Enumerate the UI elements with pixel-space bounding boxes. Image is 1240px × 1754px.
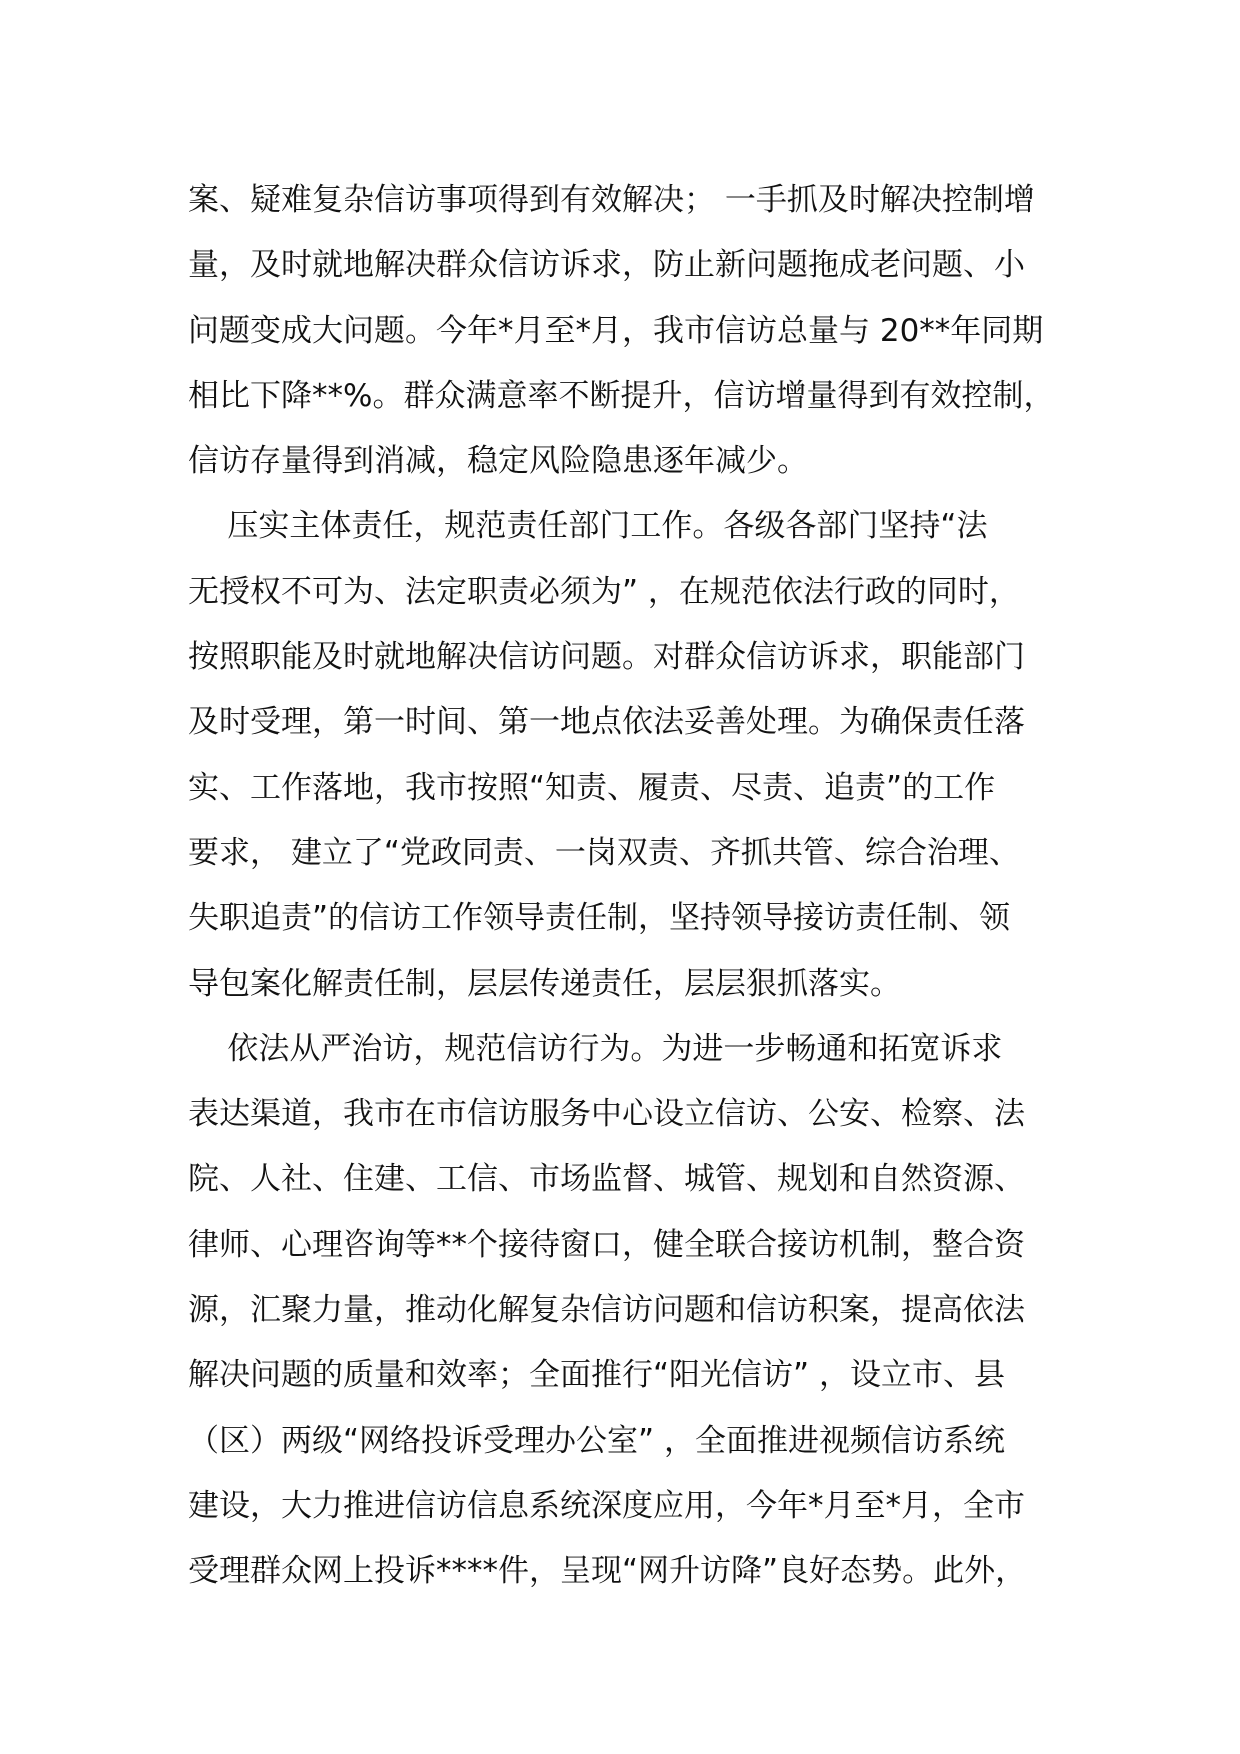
text-line: 导包案化解责任制，层层传递责任，层层狠抓落实。 xyxy=(188,965,901,1002)
text-line: 院、人社、住建、工信、市场监督、城管、规划和自然资源、 xyxy=(188,1161,1025,1198)
text-line: 实、工作落地，我市按照“知责、履责、尽责、追责”的工作 xyxy=(188,769,996,806)
text-line: 相比下降**%。群众满意率不断提升，信访增量得到有效控制， xyxy=(188,377,1055,414)
text-line: 解决问题的质量和效率；全面推行“阳光信访” ，设立市、县 xyxy=(188,1357,1005,1394)
paragraph-start-line: 压实主体责任，规范责任部门工作。各级各部门坚持“法 xyxy=(188,508,988,545)
paragraph-start-line: 依法从严治访，规范信访行为。为进一步畅通和拓宽诉求 xyxy=(188,1030,1003,1067)
text-line: 源，汇聚力量，推动化解复杂信访问题和信访积案，提高依法 xyxy=(188,1292,1025,1329)
text-line: 要求， 建立了“党政同责、一岗双责、齐抓共管、综合治理、 xyxy=(188,834,1020,871)
text-line: 问题变成大问题。今年*月至*月，我市信访总量与 20**年同期 xyxy=(188,312,1044,349)
text-line: 受理群众网上投诉****件，呈现“网升访降”良好态势。此外， xyxy=(188,1553,1027,1590)
text-line: 建设，大力推进信访信息系统深度应用，今年*月至*月，全市 xyxy=(188,1487,1025,1524)
text-line: 及时受理，第一时间、第一地点依法妥善处理。为确保责任落 xyxy=(188,704,1025,741)
text-line: 表达渠道，我市在市信访服务中心设立信访、公安、检察、法 xyxy=(188,1096,1025,1133)
document-body xyxy=(188,168,1088,1605)
text-line: 律师、心理咨询等**个接待窗口，健全联合接访机制，整合资 xyxy=(188,1226,1025,1263)
text-line: 案、疑难复杂信访事项得到有效解决； 一手抓及时解决控制增 xyxy=(188,182,1035,218)
text-line: （区）两级“网络投诉受理办公室” ，全面推进视频信访系统 xyxy=(188,1422,1005,1459)
text-line: 失职追责”的信访工作领导责任制，坚持领导接访责任制、领 xyxy=(188,900,1011,937)
text-line: 信访存量得到消减，稳定风险隐患逐年减少。 xyxy=(188,443,808,480)
text-line: 量，及时就地解决群众信访诉求，防止新问题拖成老问题、小 xyxy=(188,247,1025,284)
text-line: 无授权不可为、法定职责必须为” ，在规范依法行政的同时， xyxy=(188,573,1020,610)
text-line: 按照职能及时就地解决信访问题。对群众信访诉求，职能部门 xyxy=(188,639,1025,676)
